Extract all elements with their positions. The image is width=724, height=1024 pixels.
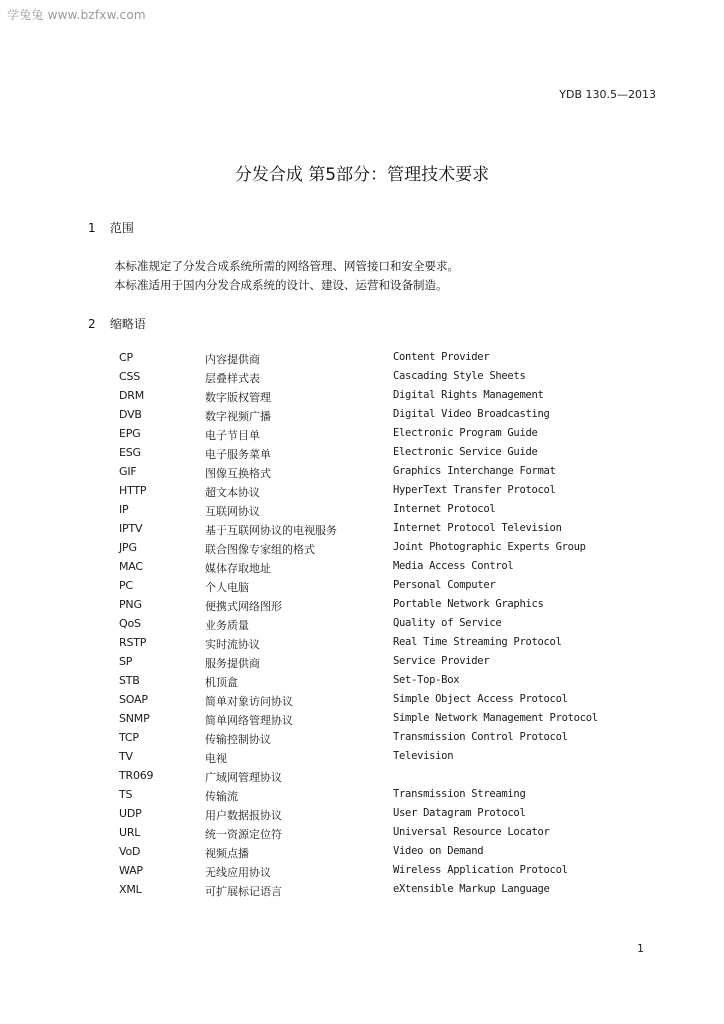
- abbreviation-english: Digital Rights Management: [393, 389, 544, 401]
- abbreviation-english: Universal Resource Locator: [393, 826, 550, 838]
- abbreviation-chinese: 广域网管理协议: [205, 771, 282, 784]
- document-title: 分发合成 第5部分：管理技术要求: [234, 165, 490, 185]
- abbreviation-chinese: 传输控制协议: [205, 733, 271, 746]
- abbreviation-term: ESG: [119, 446, 141, 459]
- abbreviation-row: [0, 748, 724, 767]
- abbreviation-term: IP: [119, 503, 129, 516]
- abbreviation-term: XML: [119, 883, 142, 896]
- abbreviation-english: Simple Network Management Protocol: [393, 712, 598, 724]
- abbreviation-english: Joint Photographic Experts Group: [393, 541, 586, 553]
- abbreviation-term: DRM: [119, 389, 145, 402]
- abbreviation-chinese: 互联网协议: [205, 505, 260, 518]
- section-title: 范围: [109, 221, 134, 235]
- abbreviation-english: Wireless Application Protocol: [393, 864, 568, 876]
- abbreviation-term: JPG: [119, 541, 137, 554]
- abbreviation-chinese: 图像互换格式: [205, 467, 271, 480]
- abbreviation-english: Simple Object Access Protocol: [393, 693, 568, 705]
- abbreviation-row: [0, 805, 724, 824]
- abbreviation-term: TV: [119, 750, 133, 763]
- abbreviation-term: PC: [119, 579, 133, 592]
- abbreviation-term: TS: [119, 788, 133, 801]
- abbreviation-chinese: 数字视频广播: [205, 410, 271, 423]
- abbreviation-row: [0, 406, 724, 425]
- abbreviation-english: Electronic Service Guide: [393, 446, 538, 458]
- abbreviation-english: Internet Protocol Television: [393, 522, 562, 534]
- abbreviation-chinese: 电视: [205, 752, 227, 765]
- watermark-text: 学兔兔 www.bzfxw.com: [7, 8, 146, 22]
- abbreviation-english: Media Access Control: [393, 560, 514, 572]
- abbreviation-english: User Datagram Protocol: [393, 807, 526, 819]
- section-heading-scope: [88, 219, 134, 236]
- abbreviation-chinese: 无线应用协议: [205, 866, 271, 879]
- abbreviation-row: [0, 672, 724, 691]
- abbreviation-chinese: 电子节目单: [205, 429, 260, 442]
- abbreviation-chinese: 媒体存取地址: [205, 562, 271, 575]
- abbreviation-chinese: 便携式网络图形: [205, 600, 282, 613]
- abbreviation-chinese: 个人电脑: [205, 581, 249, 594]
- abbreviation-row: [0, 596, 724, 615]
- abbreviation-english: Video on Demand: [393, 845, 484, 857]
- abbreviation-english: Personal Computer: [393, 579, 496, 591]
- abbreviation-term: DVB: [119, 408, 142, 421]
- abbreviation-english: Television: [393, 750, 454, 762]
- abbreviation-row: [0, 425, 724, 444]
- abbreviation-chinese: 业务质量: [205, 619, 249, 632]
- abbreviation-term: CP: [119, 351, 133, 364]
- abbreviation-term: SP: [119, 655, 133, 668]
- abbreviation-term: UDP: [119, 807, 142, 820]
- abbreviation-term: MAC: [119, 560, 143, 573]
- abbreviation-english: eXtensible Markup Language: [393, 883, 550, 895]
- abbreviation-row: [0, 444, 724, 463]
- abbreviation-chinese: 可扩展标记语言: [205, 885, 282, 898]
- abbreviation-chinese: 视频点播: [205, 847, 249, 860]
- abbreviation-row: [0, 368, 724, 387]
- abbreviation-row: [0, 710, 724, 729]
- abbreviation-chinese: 联合图像专家组的格式: [205, 543, 315, 556]
- abbreviation-english: Service Provider: [393, 655, 490, 667]
- abbreviation-chinese: 数字版权管理: [205, 391, 271, 404]
- abbreviation-term: IPTV: [119, 522, 143, 535]
- section-heading-abbreviations: [88, 315, 146, 332]
- abbreviation-term: TR069: [119, 769, 154, 782]
- abbreviation-chinese: 简单网络管理协议: [205, 714, 293, 727]
- scope-paragraph: 本标准适用于国内分发合成系统的设计、建设、运营和设备制造。: [114, 278, 448, 292]
- abbreviation-row: [0, 463, 724, 482]
- abbreviation-row: [0, 539, 724, 558]
- abbreviation-row: [0, 653, 724, 672]
- section-number: 1: [88, 221, 96, 235]
- abbreviation-term: URL: [119, 826, 141, 839]
- abbreviation-row: [0, 729, 724, 748]
- abbreviation-term: SNMP: [119, 712, 150, 725]
- abbreviation-chinese: 用户数据报协议: [205, 809, 282, 822]
- scope-paragraph: 本标准规定了分发合成系统所需的网络管理、网管接口和安全要求。: [114, 259, 459, 273]
- abbreviation-row: [0, 843, 724, 862]
- abbreviation-chinese: 服务提供商: [205, 657, 260, 670]
- abbreviation-chinese: 统一资源定位符: [205, 828, 282, 841]
- abbreviation-list: [0, 349, 724, 900]
- abbreviation-english: Transmission Streaming: [393, 788, 526, 800]
- page-number: 1: [637, 942, 644, 955]
- abbreviation-row: [0, 387, 724, 406]
- abbreviation-term: CSS: [119, 370, 141, 383]
- abbreviation-english: Digital Video Broadcasting: [393, 408, 550, 420]
- abbreviation-chinese: 内容提供商: [205, 353, 260, 366]
- abbreviation-term: WAP: [119, 864, 143, 877]
- abbreviation-english: Electronic Program Guide: [393, 427, 538, 439]
- section-title: 缩略语: [109, 317, 146, 331]
- abbreviation-chinese: 实时流协议: [205, 638, 260, 651]
- abbreviation-row: [0, 767, 724, 786]
- abbreviation-row: [0, 520, 724, 539]
- abbreviation-row: [0, 577, 724, 596]
- abbreviation-term: EPG: [119, 427, 141, 440]
- abbreviation-row: [0, 786, 724, 805]
- abbreviation-term: HTTP: [119, 484, 147, 497]
- abbreviation-row: [0, 824, 724, 843]
- standard-number: YDB 130.5—2013: [559, 88, 656, 101]
- abbreviation-term: QoS: [119, 617, 141, 630]
- abbreviation-term: VoD: [119, 845, 141, 858]
- abbreviation-english: Content Provider: [393, 351, 490, 363]
- abbreviation-chinese: 层叠样式表: [205, 372, 260, 385]
- abbreviation-english: HyperText Transfer Protocol: [393, 484, 556, 496]
- section-number: 2: [88, 317, 96, 331]
- abbreviation-row: [0, 862, 724, 881]
- abbreviation-english: Internet Protocol: [393, 503, 496, 515]
- abbreviation-row: [0, 691, 724, 710]
- abbreviation-term: GIF: [119, 465, 137, 478]
- abbreviation-chinese: 基于互联网协议的电视服务: [205, 524, 337, 537]
- abbreviation-row: [0, 501, 724, 520]
- abbreviation-row: [0, 558, 724, 577]
- abbreviation-row: [0, 634, 724, 653]
- abbreviation-term: STB: [119, 674, 140, 687]
- abbreviation-term: SOAP: [119, 693, 148, 706]
- abbreviation-english: Transmission Control Protocol: [393, 731, 568, 743]
- abbreviation-english: Set-Top-Box: [393, 674, 460, 686]
- abbreviation-row: [0, 615, 724, 634]
- abbreviation-english: Portable Network Graphics: [393, 598, 544, 610]
- abbreviation-chinese: 简单对象访问协议: [205, 695, 293, 708]
- abbreviation-term: RSTP: [119, 636, 147, 649]
- abbreviation-english: Quality of Service: [393, 617, 502, 629]
- abbreviation-term: PNG: [119, 598, 142, 611]
- abbreviation-chinese: 超文本协议: [205, 486, 260, 499]
- abbreviation-row: [0, 881, 724, 900]
- abbreviation-chinese: 传输流: [205, 790, 238, 803]
- abbreviation-chinese: 机顶盒: [205, 676, 238, 689]
- abbreviation-english: Real Time Streaming Protocol: [393, 636, 562, 648]
- abbreviation-row: [0, 349, 724, 368]
- abbreviation-row: [0, 482, 724, 501]
- abbreviation-english: Graphics Interchange Format: [393, 465, 556, 477]
- abbreviation-english: Cascading Style Sheets: [393, 370, 526, 382]
- abbreviation-term: TCP: [119, 731, 139, 744]
- abbreviation-chinese: 电子服务菜单: [205, 448, 271, 461]
